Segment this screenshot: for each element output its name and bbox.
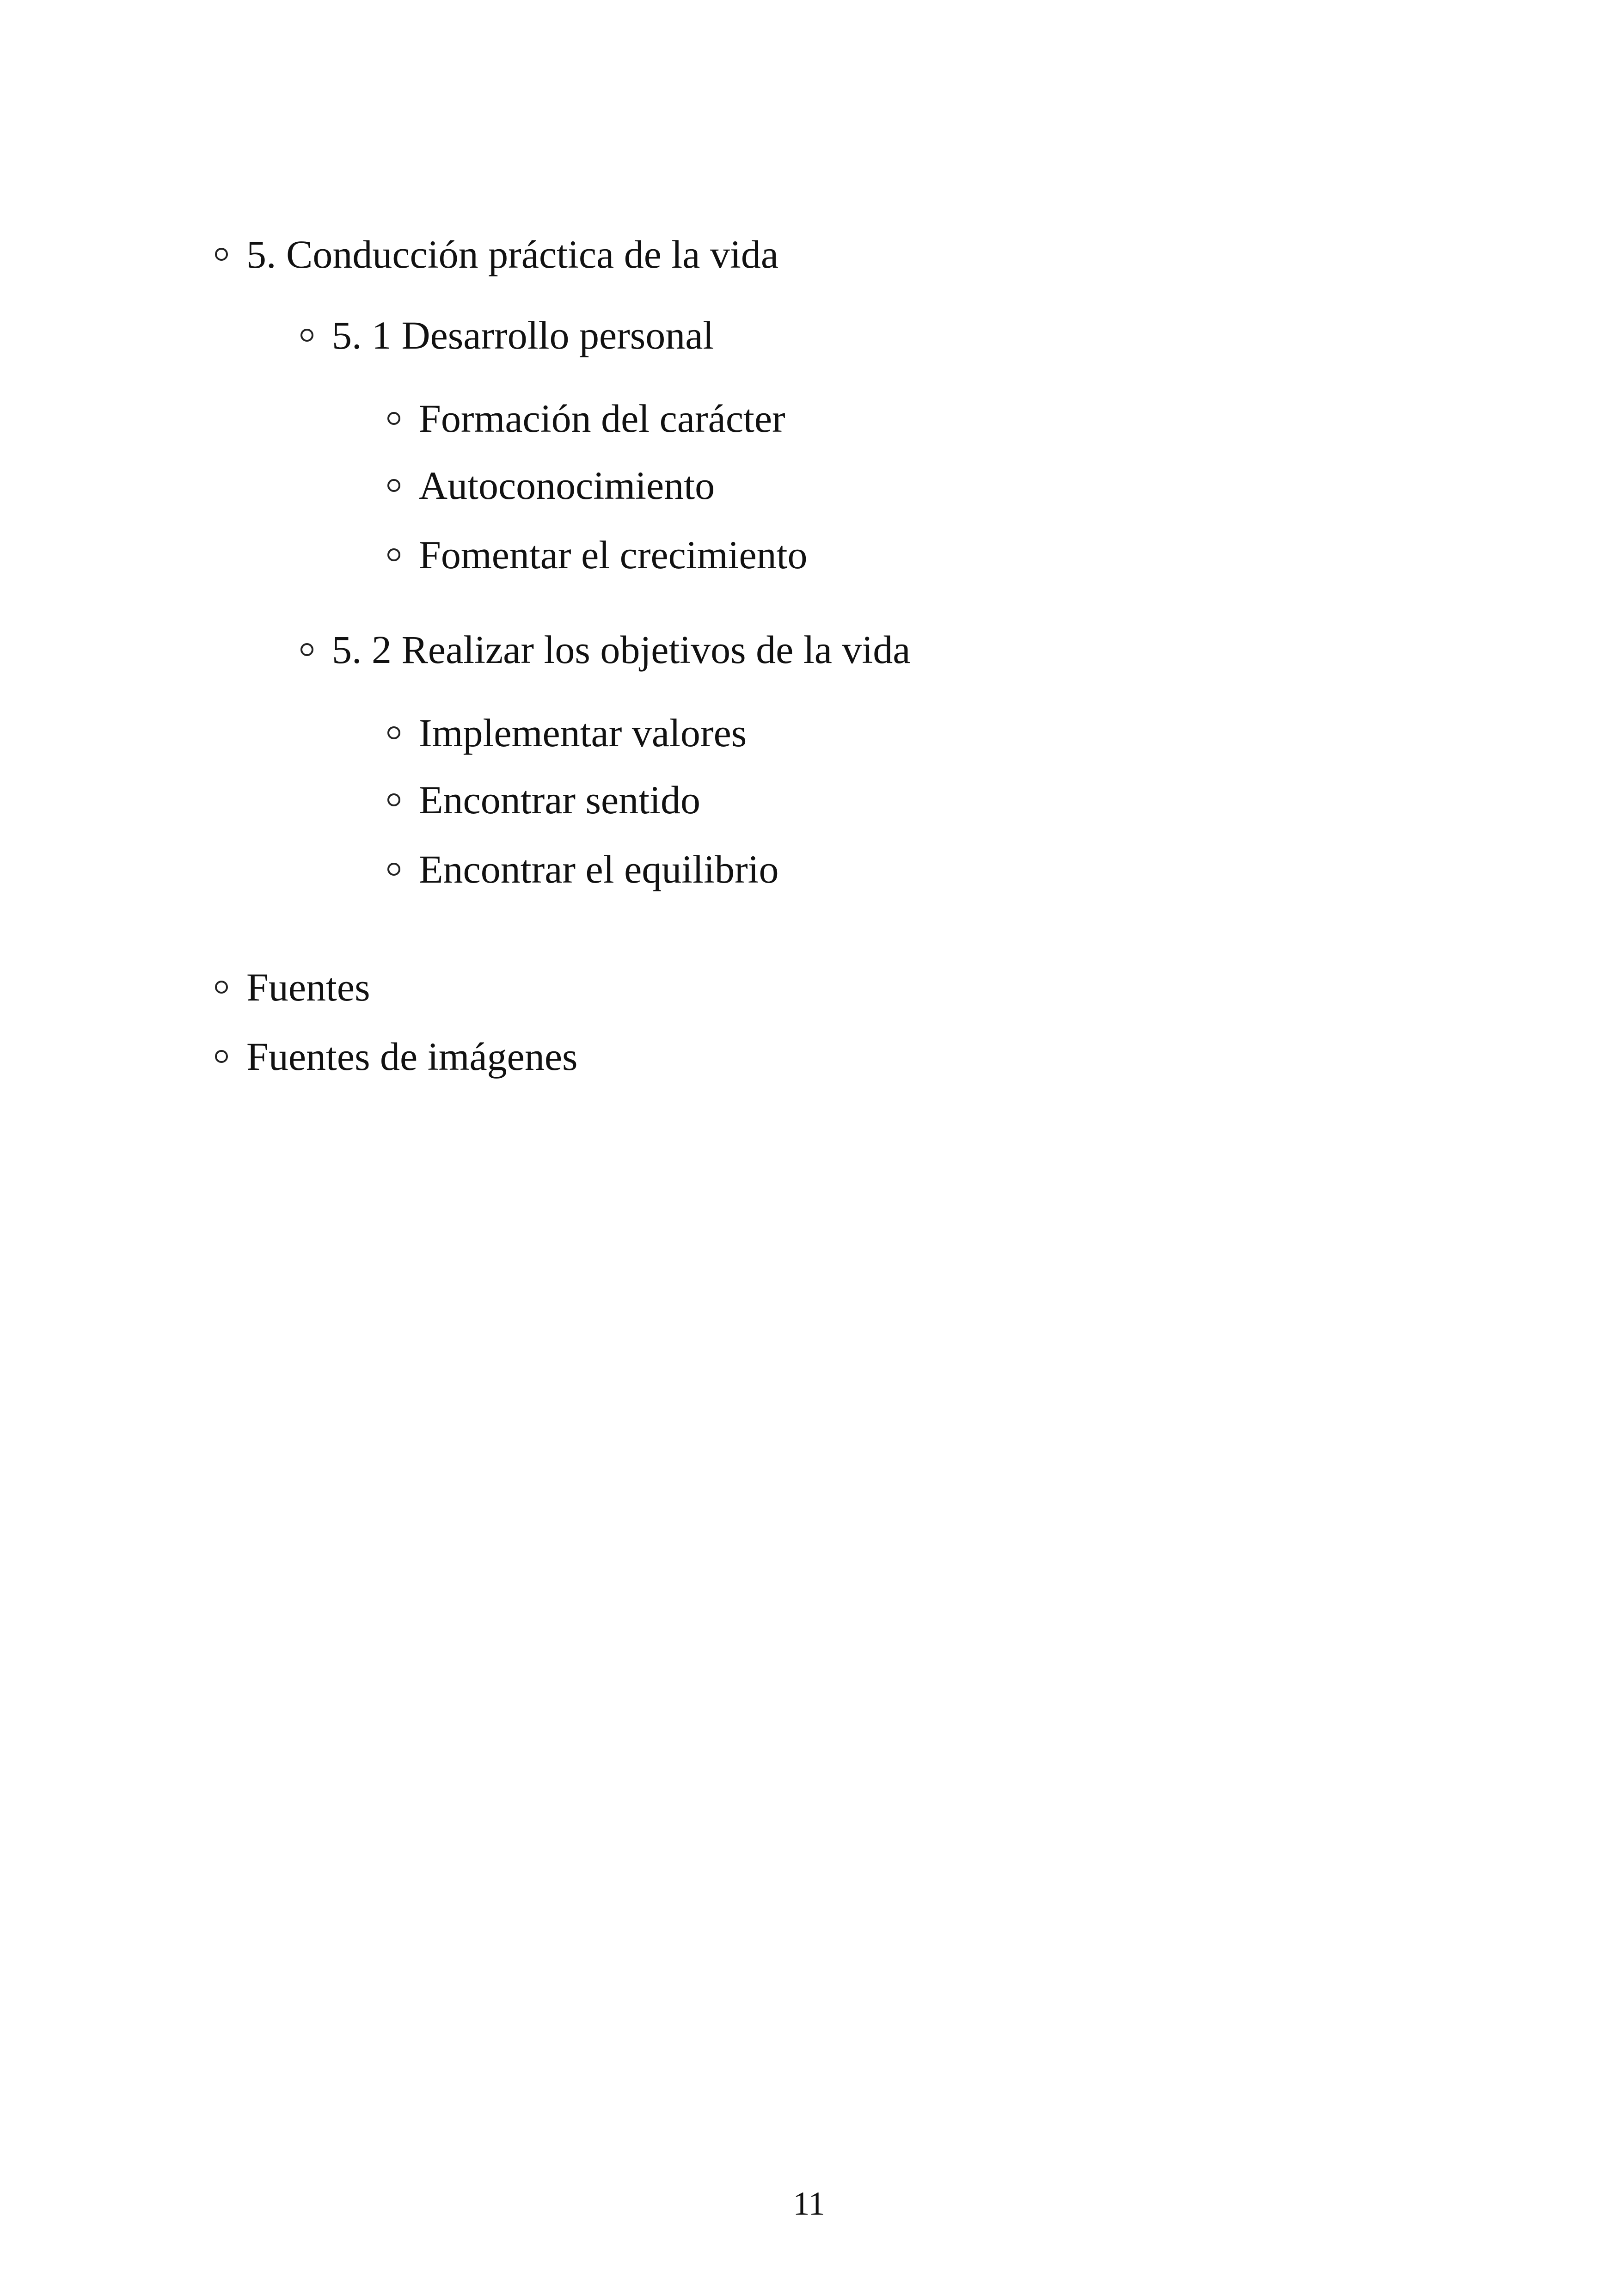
outline-item-label: Fuentes [246, 965, 370, 1009]
outline-subitem [387, 393, 785, 444]
outline-subitem-label: Fomentar el crecimiento [419, 533, 808, 577]
outline-item-label: 5. Conducción práctica de la vida [246, 232, 779, 276]
circle-bullet-icon [387, 793, 400, 806]
outline-item-fuentes-imagenes [215, 1031, 577, 1082]
outline-subitem [387, 707, 747, 758]
outline-item-conduccion [215, 229, 778, 280]
circle-bullet-icon [387, 412, 400, 425]
outline-item-label: 5. 1 Desarrollo personal [332, 313, 714, 357]
outline-subitem-label: Formación del carácter [419, 396, 785, 441]
circle-bullet-icon [387, 548, 400, 561]
outline-item-label: 5. 2 Realizar los objetivos de la vida [332, 627, 911, 672]
outline-subitem [387, 529, 808, 580]
circle-bullet-icon [215, 248, 228, 261]
outline-item-realizar-objetivos [300, 624, 910, 675]
circle-bullet-icon [387, 726, 400, 739]
circle-bullet-icon [300, 329, 313, 342]
outline-subitem-label: Autoconocimiento [419, 463, 715, 508]
circle-bullet-icon [387, 863, 400, 876]
circle-bullet-icon [300, 643, 313, 656]
outline-item-fuentes [215, 962, 370, 1013]
outline-subitem [387, 844, 779, 895]
outline-subitem-label: Encontrar sentido [419, 778, 700, 822]
outline-subitem-label: Implementar valores [419, 711, 747, 755]
circle-bullet-icon [387, 479, 400, 492]
circle-bullet-icon [215, 1050, 228, 1063]
outline-subitem-label: Encontrar el equilibrio [419, 847, 779, 891]
outline-item-desarrollo-personal [300, 310, 714, 361]
outline-subitem [387, 774, 700, 825]
outline-item-label: Fuentes de imágenes [246, 1034, 578, 1079]
page-number: 11 [793, 2185, 825, 2222]
outline-subitem [387, 460, 715, 511]
circle-bullet-icon [215, 981, 228, 994]
